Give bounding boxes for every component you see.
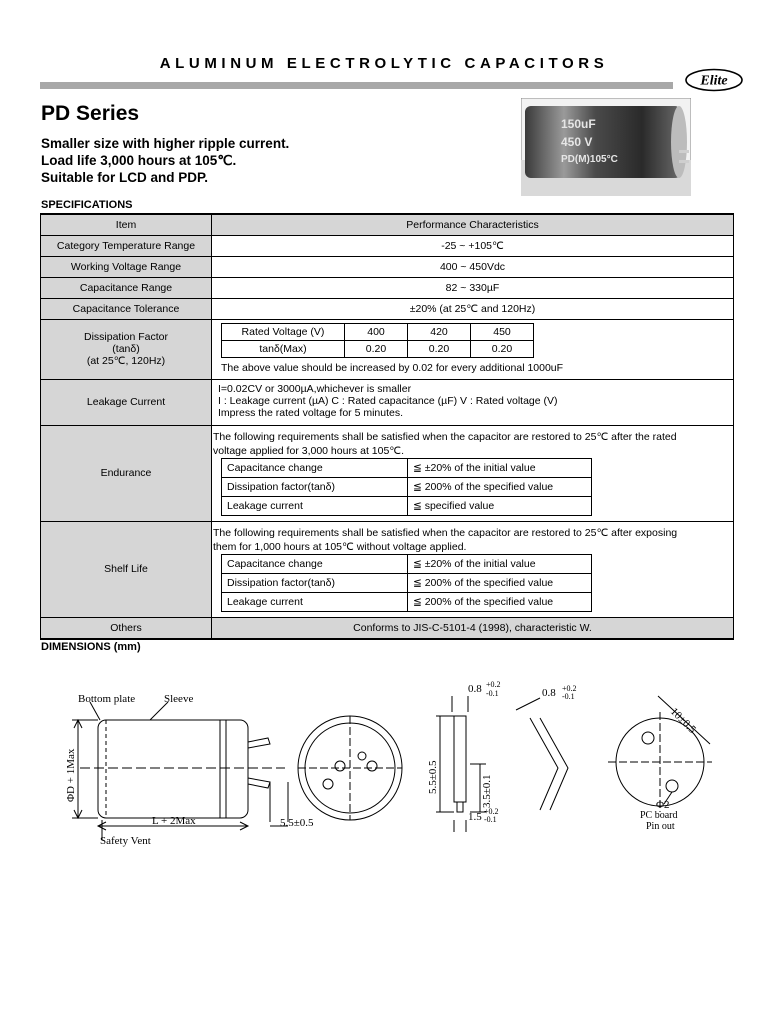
endurance-value	[212, 425, 734, 521]
label-bent-tol-plus: +0.2	[562, 684, 577, 693]
product-photo	[521, 98, 691, 196]
endurance-label: Endurance	[41, 425, 212, 521]
header-performance-cell: Performance Characteristics	[212, 214, 734, 235]
category-temperature-value: -25 ~ +105℃	[212, 235, 734, 256]
label-pitch: 10±0.5	[667, 705, 699, 736]
specifications-table	[40, 213, 734, 640]
label-bottom-plate: Bottom plate	[78, 693, 136, 705]
endurance-text: The following requirements shall be satisfied when the capacitor are restored to 25℃ after the rated	[213, 430, 677, 443]
label-pin-tol-minus: -0.1	[484, 815, 497, 824]
shelf-life-text: them for 1,000 hours at 105℃ without voltage applied.	[213, 540, 467, 553]
others-label: Others	[41, 617, 212, 639]
photo-text-voltage: 450 V	[561, 135, 593, 149]
logo-text: Elite	[700, 73, 728, 89]
shelf-life-table	[221, 554, 592, 612]
shelf-life-text: The following requirements shall be satisfied when the capacitor are restored to 25℃ after exposing	[213, 526, 678, 539]
leakage-line: Impress the rated voltage for 5 minutes.	[218, 406, 404, 419]
label-pin-length: 3.5±0.1	[481, 774, 493, 808]
feature-line: Smaller size with higher ripple current.	[41, 136, 290, 151]
header-divider	[40, 82, 673, 89]
label-terminal-tol-plus: +0.2	[486, 680, 501, 689]
dissipation-factor-label	[41, 319, 212, 379]
rated-voltage-header: Rated Voltage (V)	[222, 323, 345, 340]
dissipation-label-line: Dissipation Factor	[83, 331, 169, 343]
endurance-table	[221, 458, 592, 516]
shelf-life-limit: ≦ ±20% of the initial value	[408, 554, 592, 573]
specifications-label: SPECIFICATIONS	[41, 199, 133, 211]
tan-delta-cell: 0.20	[345, 340, 408, 357]
tan-delta-cell: 0.20	[471, 340, 534, 357]
label-pin-out: Pin out	[646, 821, 675, 832]
shelf-life-value	[212, 521, 734, 617]
endurance-param: Capacitance change	[222, 458, 408, 477]
working-voltage-label: Working Voltage Range	[41, 256, 212, 277]
label-hole-diameter: Φ2	[656, 799, 670, 811]
leakage-line: I : Leakage current (µA) C : Rated capacitance (µF) V : Rated voltage (V)	[218, 394, 558, 407]
dissipation-note: The above value should be increased by 0.02 for every additional 1000uF	[221, 361, 564, 374]
endurance-limit: ≦ 200% of the specified value	[408, 477, 592, 496]
leakage-current-label: Leakage Current	[41, 379, 212, 425]
label-diameter: ΦD + 1Max	[65, 748, 77, 802]
series-name: PD Series	[41, 102, 140, 125]
label-bent-width: 0.8	[542, 687, 556, 699]
capacitance-range-label: Capacitance Range	[41, 277, 212, 298]
endurance-param: Leakage current	[222, 496, 408, 515]
shelf-life-param: Capacitance change	[222, 554, 408, 573]
label-pc-board: PC board	[640, 810, 678, 821]
elite-logo	[684, 68, 744, 92]
dissipation-label-line: (tanδ)	[112, 343, 140, 355]
label-terminal-tol-minus: -0.1	[486, 689, 499, 698]
label-sleeve: Sleeve	[164, 693, 194, 705]
endurance-limit: ≦ ±20% of the initial value	[408, 458, 592, 477]
tan-delta-header: tanδ(Max)	[222, 340, 345, 357]
dimension-drawing	[60, 672, 720, 852]
shelf-life-limit: ≦ 200% of the specified value	[408, 573, 592, 592]
voltage-cell: 420	[408, 323, 471, 340]
others-value: Conforms to JIS-C-5101-4 (1998), characteristic W.	[212, 617, 734, 639]
endurance-text: voltage applied for 3,000 hours at 105℃.	[213, 444, 405, 457]
photo-text-capacitance: 150uF	[561, 117, 596, 131]
capacitance-tolerance-label: Capacitance Tolerance	[41, 298, 212, 319]
dissipation-label-line: (at 25℃, 120Hz)	[86, 355, 166, 367]
photo-text-series: PD(M)105°C	[561, 154, 618, 165]
voltage-cell: 400	[345, 323, 408, 340]
label-pin-width: 1.5	[468, 811, 482, 823]
document-title: ALUMINUM ELECTROLYTIC CAPACITORS	[159, 55, 609, 72]
shelf-life-limit: ≦ 200% of the specified value	[408, 592, 592, 611]
working-voltage-value: 400 ~ 450Vdc	[212, 256, 734, 277]
leakage-line: I=0.02CV or 3000µA,whichever is smaller	[218, 382, 412, 395]
dissipation-factor-value	[212, 319, 734, 379]
dimensions-label: DIMENSIONS (mm)	[41, 641, 141, 653]
leakage-current-value	[212, 379, 734, 425]
tan-delta-cell: 0.20	[408, 340, 471, 357]
label-terminal-width: 0.8	[468, 683, 482, 695]
label-pin-tol-plus: +0.2	[484, 807, 499, 816]
label-length: L + 2Max	[152, 815, 196, 827]
voltage-cell: 450	[471, 323, 534, 340]
header-item-cell: Item	[41, 214, 212, 235]
endurance-param: Dissipation factor(tanδ)	[222, 477, 408, 496]
feature-line: Load life 3,000 hours at 105℃.	[41, 153, 237, 168]
shelf-life-label: Shelf Life	[41, 521, 212, 617]
category-temperature-label: Category Temperature Range	[41, 235, 212, 256]
label-safety-vent: Safety Vent	[100, 835, 151, 847]
capacitance-tolerance-value: ±20% (at 25℃ and 120Hz)	[212, 298, 734, 319]
endurance-limit: ≦ specified value	[408, 496, 592, 515]
label-lead-spacing: 5.5±0.5	[280, 817, 314, 829]
label-bent-tol-minus: -0.1	[562, 692, 575, 701]
dissipation-table	[221, 323, 534, 358]
feature-line: Suitable for LCD and PDP.	[41, 170, 209, 185]
capacitance-range-value: 82 ~ 330µF	[212, 277, 734, 298]
label-terminal-length: 5.5±0.5	[427, 760, 439, 794]
shelf-life-param: Dissipation factor(tanδ)	[222, 573, 408, 592]
shelf-life-param: Leakage current	[222, 592, 408, 611]
